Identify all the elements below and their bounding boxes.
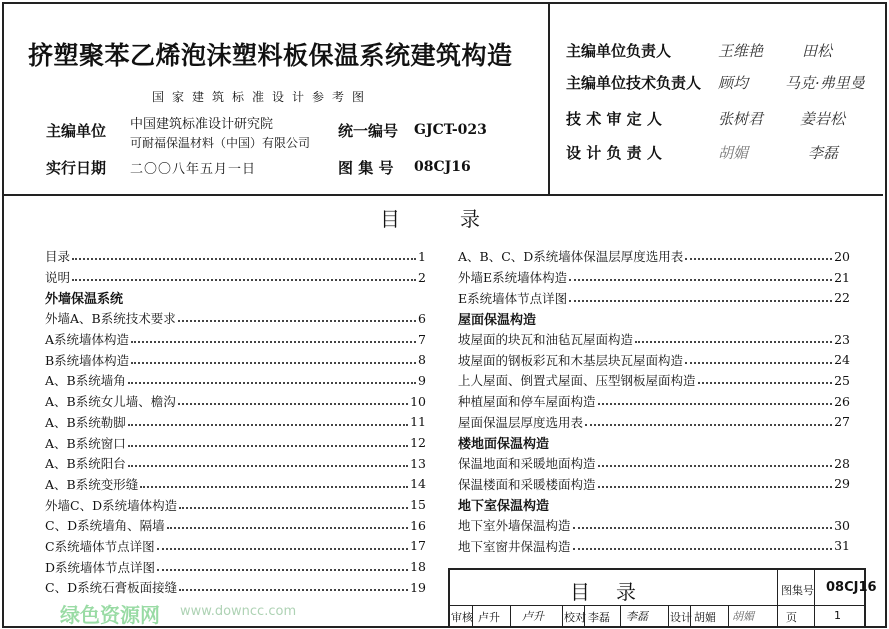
toc-entry-title: 说明 xyxy=(45,270,71,286)
atlas-no: 08CJ16 xyxy=(826,580,877,595)
role-tech-chief: 主编单位技术负责人 xyxy=(566,74,702,92)
toc-page-number: 28 xyxy=(834,455,850,471)
toc-entry[interactable] xyxy=(458,391,850,412)
atlas-no-label: 图集号 xyxy=(781,584,814,597)
toc-leader-dots xyxy=(585,424,832,426)
toc-page-number: 27 xyxy=(834,414,850,430)
role-tech-reviewer: 技 术 审 定 人 xyxy=(566,110,662,128)
toc-page-number: 20 xyxy=(834,248,850,264)
toc-entry-title: C、D系统墙角、隔墙 xyxy=(45,518,165,534)
header-divider xyxy=(548,2,550,194)
toc-entry[interactable] xyxy=(45,267,426,288)
atlas-no-label: 图 集 号 xyxy=(338,159,394,177)
signature: 姜岩松 xyxy=(800,110,846,128)
role-design-chief: 设 计 负 责 人 xyxy=(566,144,662,162)
design-label: 设计 xyxy=(670,611,692,624)
toc-leader-dots xyxy=(178,403,408,405)
unified-no: GJCT-023 xyxy=(414,122,487,138)
atlas-no: 08CJ16 xyxy=(414,159,471,175)
toc-entry-title: A、B、C、D系统墙体保温层厚度选用表 xyxy=(458,249,684,265)
page-number: 1 xyxy=(834,609,841,622)
toc-entry[interactable] xyxy=(45,370,426,391)
toc-leader-dots xyxy=(598,465,833,467)
review-label: 审核 xyxy=(451,611,473,624)
watermark-logo: 绿色资源网 xyxy=(60,603,160,627)
toc-entry-title: A系统墙体构造 xyxy=(45,332,130,348)
toc-entry[interactable] xyxy=(458,349,850,370)
date-value: 二〇〇八年五月一日 xyxy=(130,162,257,177)
toc-entry-title: 外墙保温系统 xyxy=(45,292,124,308)
toc-page-number: 15 xyxy=(410,497,426,513)
signature: 顾均 xyxy=(718,74,749,92)
cover-header xyxy=(2,2,883,196)
title-block-col xyxy=(620,605,621,626)
toc-entry[interactable] xyxy=(45,391,426,412)
title-block-col xyxy=(690,605,691,626)
toc-leader-dots xyxy=(179,507,408,509)
toc-leader-dots xyxy=(131,341,416,343)
editor-unit-2: 可耐福保温材料（中国）有限公司 xyxy=(130,136,311,150)
toc-entry[interactable] xyxy=(45,453,426,474)
unified-no-label: 统一编号 xyxy=(338,122,399,140)
toc-leader-dots xyxy=(128,445,408,447)
toc-leader-dots xyxy=(569,279,832,281)
title-block-col xyxy=(584,605,585,626)
toc-page-number: 2 xyxy=(418,269,426,285)
toc-entry[interactable] xyxy=(458,329,850,350)
toc-leader-dots xyxy=(178,320,416,322)
toc-entry-title: 种植屋面和停车屋面构造 xyxy=(458,394,596,410)
signature: 胡媚 xyxy=(732,610,754,623)
toc-entry[interactable] xyxy=(458,453,850,474)
toc-heading: 目录 xyxy=(380,207,540,231)
toc-entry[interactable] xyxy=(458,287,850,308)
signature: 田松 xyxy=(802,42,833,60)
signature: 王维艳 xyxy=(718,42,764,60)
toc-page-number: 31 xyxy=(834,538,850,554)
title-block-title: 目录 xyxy=(570,580,662,604)
editor-unit-1: 中国建筑标准设计研究院 xyxy=(130,117,274,132)
role-chief-editor: 主编单位负责人 xyxy=(566,42,672,60)
designer: 胡媚 xyxy=(694,611,716,624)
toc-entry-title: 目录 xyxy=(45,249,71,265)
toc-entry[interactable] xyxy=(458,474,850,495)
toc-entry-title: B系统墙体构造 xyxy=(45,352,130,368)
toc-page-number: 24 xyxy=(834,352,850,368)
title-block-col xyxy=(510,605,511,626)
toc-entry[interactable] xyxy=(45,432,426,453)
title-block-row-grid xyxy=(450,605,864,626)
toc-entry-title: C系统墙体节点详图 xyxy=(45,538,155,554)
toc-entry-title: A、B系统窗口 xyxy=(45,435,126,451)
toc-leader-dots xyxy=(635,341,832,343)
toc-leader-dots xyxy=(685,362,832,364)
toc-entry-title: 保温楼面和采暖楼面构造 xyxy=(458,476,596,492)
toc-entry-title: 外墙C、D系统墙体构造 xyxy=(45,497,178,513)
toc-entry-title: 保温地面和采暖地面构造 xyxy=(458,456,596,472)
toc-entry[interactable] xyxy=(45,536,426,557)
toc-entry-title: 上人屋面、倒置式屋面、压型钢板屋面构造 xyxy=(458,373,696,389)
toc-entry-title: 外墙E系统墙体构造 xyxy=(458,270,568,286)
toc-page-number: 6 xyxy=(418,310,426,326)
toc-page-number: 26 xyxy=(834,393,850,409)
toc-page-number: 18 xyxy=(410,559,426,575)
toc-entry-title: 坡屋面的钢板彩瓦和木基层块瓦屋面构造 xyxy=(458,352,684,368)
toc-right-column xyxy=(458,246,850,556)
toc-page-number: 12 xyxy=(410,435,426,451)
toc-leader-dots xyxy=(72,279,416,281)
page-label: 页 xyxy=(786,611,797,624)
document-title: 挤塑聚苯乙烯泡沫塑料板保温系统建筑构造 xyxy=(28,41,513,70)
toc-entry[interactable] xyxy=(45,412,426,433)
toc-leader-dots xyxy=(140,486,408,488)
toc-entry[interactable] xyxy=(45,329,426,350)
toc-leader-dots xyxy=(598,486,833,488)
toc-leader-dots xyxy=(131,362,416,364)
toc-entry[interactable] xyxy=(458,515,850,536)
toc-page-number: 25 xyxy=(834,372,850,388)
toc-leader-dots xyxy=(72,258,416,260)
toc-page-number: 8 xyxy=(418,352,426,368)
document-subtitle: 国家建筑标准设计参考图 xyxy=(152,90,373,104)
toc-entry-title: A、B系统变形缝 xyxy=(45,476,139,492)
signature: 马克·弗里曼 xyxy=(785,74,865,92)
toc-section-heading xyxy=(458,308,850,329)
toc-page-number: 17 xyxy=(410,538,426,554)
title-block-col xyxy=(472,605,473,626)
toc-entry-title: 地下室外墙保温构造 xyxy=(458,518,571,534)
toc-page-number: 10 xyxy=(410,393,426,409)
title-block xyxy=(448,568,877,626)
check-label: 校对 xyxy=(564,611,586,624)
date-label: 实行日期 xyxy=(46,159,107,177)
toc-entry[interactable] xyxy=(458,370,850,391)
checker: 李磊 xyxy=(588,611,610,624)
toc-entry-title: C、D系统石膏板面接缝 xyxy=(45,580,178,596)
toc-entry[interactable] xyxy=(458,412,850,433)
toc-entry-title: 楼地面保温构造 xyxy=(458,437,550,453)
toc-page-number: 13 xyxy=(410,455,426,471)
toc-entry-title: A、B系统墙角 xyxy=(45,373,126,389)
toc-leader-dots xyxy=(128,382,416,384)
toc-leader-dots xyxy=(167,527,409,529)
signature: 李磊 xyxy=(808,144,839,162)
signature: 卢升 xyxy=(522,610,544,623)
toc-page-number: 7 xyxy=(418,331,426,347)
toc-page-number: 14 xyxy=(410,476,426,492)
toc-entry-title: 坡屋面的块瓦和油毡瓦屋面构造 xyxy=(458,332,634,348)
signature: 胡媚 xyxy=(718,144,749,162)
toc-leader-dots xyxy=(598,403,833,405)
toc-section-heading xyxy=(458,432,850,453)
toc-page-number: 30 xyxy=(834,517,850,533)
toc-page-number: 22 xyxy=(834,290,850,306)
toc-entry-title: E系统墙体节点详图 xyxy=(458,290,568,306)
toc-entry-title: A、B系统勒脚 xyxy=(45,414,126,430)
toc-leader-dots xyxy=(157,548,409,550)
toc-leader-dots xyxy=(573,527,833,529)
toc-page-number: 21 xyxy=(834,269,850,285)
toc-page-number: 9 xyxy=(418,372,426,388)
toc-section-heading xyxy=(45,287,426,308)
title-block-col xyxy=(728,605,729,626)
toc-entry[interactable] xyxy=(458,246,850,267)
toc-leader-dots xyxy=(157,569,408,571)
toc-entry[interactable] xyxy=(45,308,426,329)
toc-entry-title: 外墙A、B系统技术要求 xyxy=(45,311,176,327)
toc-entry-title: 地下室保温构造 xyxy=(458,499,550,515)
toc-entry[interactable] xyxy=(45,577,426,598)
toc-entry-title: A、B系统女儿墙、檐沟 xyxy=(45,394,176,410)
editor-label: 主编单位 xyxy=(46,122,107,140)
toc-page-number: 1 xyxy=(418,248,426,264)
toc-entry[interactable] xyxy=(45,556,426,577)
title-block-col xyxy=(562,605,563,626)
toc-leader-dots xyxy=(569,300,832,302)
toc-entry-title: D系统墙体节点详图 xyxy=(45,559,156,575)
toc-section-heading xyxy=(458,494,850,515)
toc-entry[interactable] xyxy=(45,246,426,267)
toc-entry[interactable] xyxy=(45,349,426,370)
toc-page-number: 11 xyxy=(410,414,426,430)
toc-entry[interactable] xyxy=(45,494,426,515)
toc-leader-dots xyxy=(685,258,832,260)
toc-leader-dots xyxy=(698,382,833,384)
reviewer: 卢升 xyxy=(478,611,500,624)
toc-entry-title: A、B系统阳台 xyxy=(45,456,126,472)
title-block-col xyxy=(668,605,669,626)
toc-entry-title: 地下室窗井保温构造 xyxy=(458,538,571,554)
toc-page-number: 23 xyxy=(834,331,850,347)
toc-leader-dots xyxy=(573,548,833,550)
toc-entry[interactable] xyxy=(458,536,850,557)
toc-leader-dots xyxy=(179,589,408,591)
toc-page-number: 16 xyxy=(410,517,426,533)
toc-entry[interactable] xyxy=(45,515,426,536)
toc-page-number: 29 xyxy=(834,476,850,492)
toc-leader-dots xyxy=(128,465,408,467)
toc-entry-title: 屋面保温层厚度选用表 xyxy=(458,414,584,430)
toc-page-number: 19 xyxy=(410,579,426,595)
toc-left-column xyxy=(45,246,426,598)
signature: 李磊 xyxy=(626,610,648,623)
signature: 张树君 xyxy=(718,110,764,128)
toc-leader-dots xyxy=(128,424,408,426)
toc-entry[interactable] xyxy=(458,267,850,288)
watermark-url: www.downcc.com xyxy=(180,604,297,619)
toc-entry-title: 屋面保温构造 xyxy=(458,312,537,328)
toc-entry[interactable] xyxy=(45,474,426,495)
